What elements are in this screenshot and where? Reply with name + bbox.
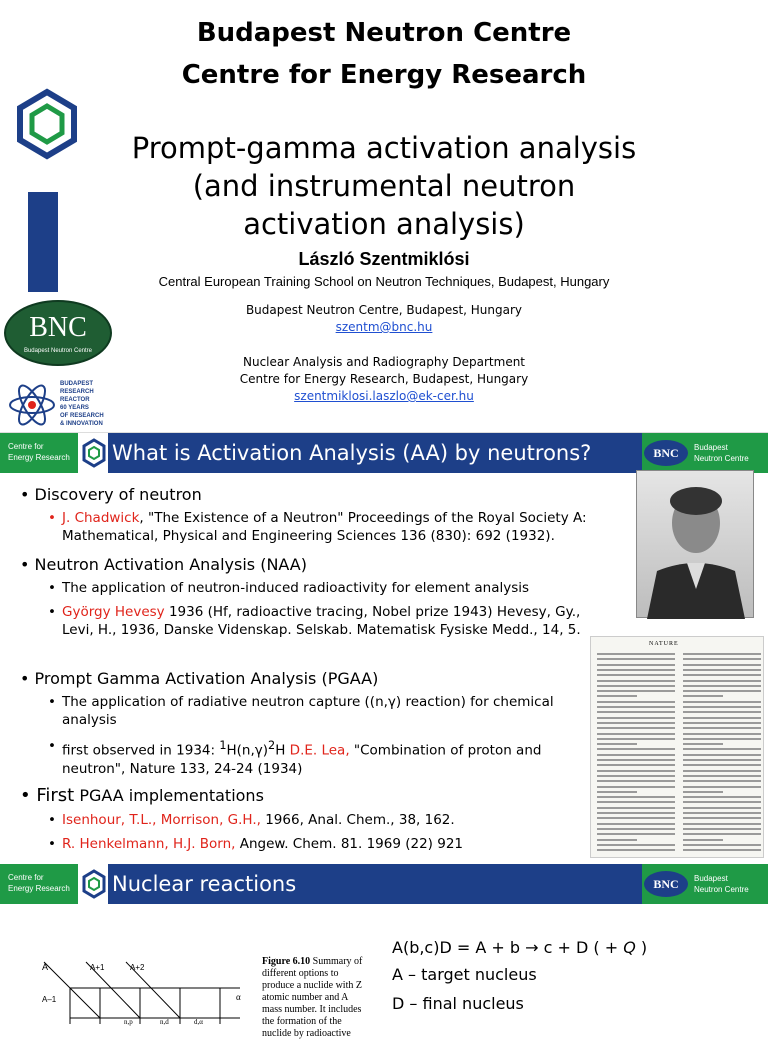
paper-text-line	[597, 717, 675, 719]
bullet-pgaa: • Prompt Gamma Activation Analysis (PGAA)	[20, 669, 378, 688]
slide-title: Nuclear reactions	[108, 864, 642, 904]
paper-text-line	[683, 685, 761, 687]
target-nucleus-def: A – target nucleus	[392, 965, 537, 984]
paper-text-line	[683, 823, 761, 825]
fig-label-a2: A+2	[130, 963, 145, 972]
paper-text-line	[683, 754, 761, 756]
paper-text-line	[683, 664, 761, 666]
paper-text-line	[597, 849, 675, 851]
paper-text-line	[597, 833, 675, 835]
fig-label-alpha: α	[236, 992, 241, 1002]
paper-text-line	[683, 653, 761, 655]
fig-label-nd: n,d	[160, 1018, 169, 1026]
paper-text-line	[683, 669, 761, 671]
paper-text-line	[683, 828, 761, 830]
bullet-naa-def: • The application of neutron-induced radioactivity for element analysis	[48, 579, 608, 597]
paper-text-line	[597, 786, 675, 788]
paper-text-line	[597, 775, 675, 777]
bullet-hevesy: • György Hevesy 1936 (Hf, radioactive tracing, Nobel prize 1943) Hevesy, Gy., Levi, H., 1936, Danske Videnskap. Selskab. Matematisk Fysiske Medd., 14, 5.	[48, 603, 608, 639]
paper-text-line	[683, 717, 761, 719]
subtitle-line-2: (and instrumental neutron	[192, 169, 576, 203]
paper-text-line	[597, 690, 675, 692]
nuclear-reactions-slide	[0, 864, 768, 1039]
paper-text-line	[683, 690, 761, 692]
paper-text-line	[597, 817, 675, 819]
paper-text-line	[597, 738, 675, 740]
paper-text-line	[597, 807, 675, 809]
paper-text-line	[683, 738, 761, 740]
paper-text-line	[683, 817, 761, 819]
final-nucleus-def: D – final nucleus	[392, 994, 524, 1013]
title-slide	[0, 0, 768, 432]
paper-text-line	[683, 680, 761, 682]
paper-text-line	[597, 764, 675, 766]
paper-text-line	[597, 844, 675, 846]
paper-text-line	[683, 701, 761, 703]
paper-text-line	[597, 791, 637, 793]
paper-text-line	[597, 754, 675, 756]
paper-text-line	[597, 780, 675, 782]
paper-text-line	[597, 743, 637, 745]
paper-text-line	[683, 764, 761, 766]
fig-label-a1: A+1	[90, 963, 105, 972]
paper-text-line	[597, 722, 675, 724]
cer-hex-icon	[82, 437, 106, 469]
paper-text-line	[683, 780, 761, 782]
nature-paper-scan: NATURE	[590, 636, 764, 858]
bullet-chadwick: • J. Chadwick, "The Existence of a Neutron" Proceedings of the Royal Society A: Mathematical, Physical and Engineering Sciences 136 (830): 692 (1932).	[48, 509, 608, 545]
paper-text-line	[683, 812, 761, 814]
paper-text-line	[597, 748, 675, 750]
affiliation-1: Budapest Neutron Centre, Budapest, Hungary	[245, 303, 523, 317]
affiliation-2-line-2: Centre for Energy Research, Budapest, Hungary	[239, 372, 529, 386]
event-line: Central European Training School on Neutron Techniques, Budapest, Hungary	[158, 274, 610, 289]
paper-text-line	[597, 674, 675, 676]
email-link-2[interactable]: szentmiklosi.laszlo@ek-cer.hu	[294, 389, 474, 403]
paper-text-line	[597, 796, 675, 798]
paper-text-line	[683, 796, 761, 798]
paper-text-line	[683, 839, 723, 841]
header-right-label: Budapest Neutron Centre	[642, 864, 768, 904]
paper-text-line	[683, 801, 761, 803]
bnc-small-logo: BNC	[644, 871, 688, 897]
fig-label-np: n,p	[124, 1018, 133, 1026]
fig-label-da: d,α	[194, 1018, 203, 1026]
paper-text-line	[683, 844, 761, 846]
paper-text-line	[683, 658, 761, 660]
subtitle-line-3: activation analysis)	[243, 207, 525, 241]
title-line-1: Budapest Neutron Centre	[196, 18, 572, 48]
bullet-naa: • Neutron Activation Analysis (NAA)	[20, 555, 307, 574]
paper-text-line	[597, 801, 675, 803]
slide-title: What is Activation Analysis (AA) by neutrons?	[108, 433, 642, 473]
paper-text-line	[683, 674, 761, 676]
bullet-lea: • first observed in 1934: $^1H(n,\gamma)^2H$ D.E. Lea, "Combination of proton and neutron", Nature 133, 24-24 (1934)	[48, 737, 568, 778]
paper-text-line	[683, 743, 723, 745]
paper-text-line	[683, 722, 761, 724]
paper-text-line	[597, 680, 675, 682]
paper-text-line	[683, 833, 761, 835]
paper-text-line	[683, 775, 761, 777]
bullet-isenhour: • Isenhour, T.L., Morrison, G.H., 1966, Anal. Chem., 38, 162.	[48, 811, 588, 829]
paper-text-line	[597, 685, 675, 687]
paper-text-line	[597, 759, 675, 761]
paper-text-line	[597, 701, 675, 703]
paper-text-line	[683, 786, 761, 788]
paper-text-line	[683, 695, 723, 697]
author-name: László Szentmiklósi	[298, 249, 470, 269]
paper-text-line	[683, 759, 761, 761]
bullet-first-pgaa: • First PGAA implementations	[20, 785, 264, 806]
paper-text-line	[597, 706, 675, 708]
header-right-label: Budapest Neutron Centre	[642, 433, 768, 473]
paper-text-line	[597, 839, 637, 841]
reactor-logo-text: BUDAPEST RESEARCH REACTOR 60 YEARS OF RESEARCH & INNOVATION	[60, 381, 104, 427]
reaction-equation: A(b,c)D = A + b → c + D ( + Q )	[392, 938, 648, 957]
paper-text-line	[683, 748, 761, 750]
paper-text-line	[683, 706, 761, 708]
paper-text-line	[597, 770, 675, 772]
paper-text-line	[683, 770, 761, 772]
figure-caption: Figure 6.10 Summary of different options to produce a nuclide with Z atomic number and A mass number. It includes the formation of the nuclide by radioactive	[262, 956, 363, 1039]
paper-text-line	[597, 658, 675, 660]
paper-text-line	[683, 807, 761, 809]
chadwick-photo	[636, 470, 754, 618]
paper-text-line	[597, 711, 675, 713]
paper-text-line	[597, 733, 675, 735]
email-link-1[interactable]: szentm@bnc.hu	[335, 320, 433, 334]
paper-text-line	[597, 823, 675, 825]
header-left-label: Centre for Energy Research	[0, 433, 78, 473]
title-line-2: Centre for Energy Research	[181, 60, 587, 90]
paper-text-line	[683, 727, 761, 729]
fig-label-a: A	[42, 962, 49, 972]
bullet-henkelmann: • R. Henkelmann, H.J. Born, Angew. Chem. 81. 1969 (22) 921	[48, 835, 588, 853]
paper-text-line	[597, 695, 637, 697]
cer-hex-icon	[82, 868, 106, 900]
paper-text-line	[597, 664, 675, 666]
fig-label-am1: A–1	[42, 995, 57, 1004]
paper-text-line	[683, 849, 761, 851]
paper-text-line	[683, 791, 723, 793]
bullet-pgaa-def: • The application of radiative neutron capture ((n,γ) reaction) for chemical analysis	[48, 693, 568, 729]
paper-text-line	[597, 669, 675, 671]
paper-text-line	[597, 653, 675, 655]
subtitle-line-1: Prompt-gamma activation analysis	[131, 131, 637, 165]
paper-text-line	[597, 727, 675, 729]
paper-text-line	[683, 711, 761, 713]
paper-text-line	[683, 733, 761, 735]
bullet-discovery: • Discovery of neutron	[20, 485, 202, 504]
bnc-small-logo: BNC	[644, 440, 688, 466]
atom-icon	[6, 380, 58, 430]
header-left-label: Centre for Energy Research	[0, 864, 78, 904]
paper-text-line	[597, 828, 675, 830]
nuclide-chart-figure	[40, 958, 260, 1024]
paper-text-line	[597, 812, 675, 814]
bnc-logo: BNC Budapest Neutron Centre	[4, 300, 112, 366]
affiliation-2-line-1: Nuclear Analysis and Radiography Department	[242, 355, 526, 369]
